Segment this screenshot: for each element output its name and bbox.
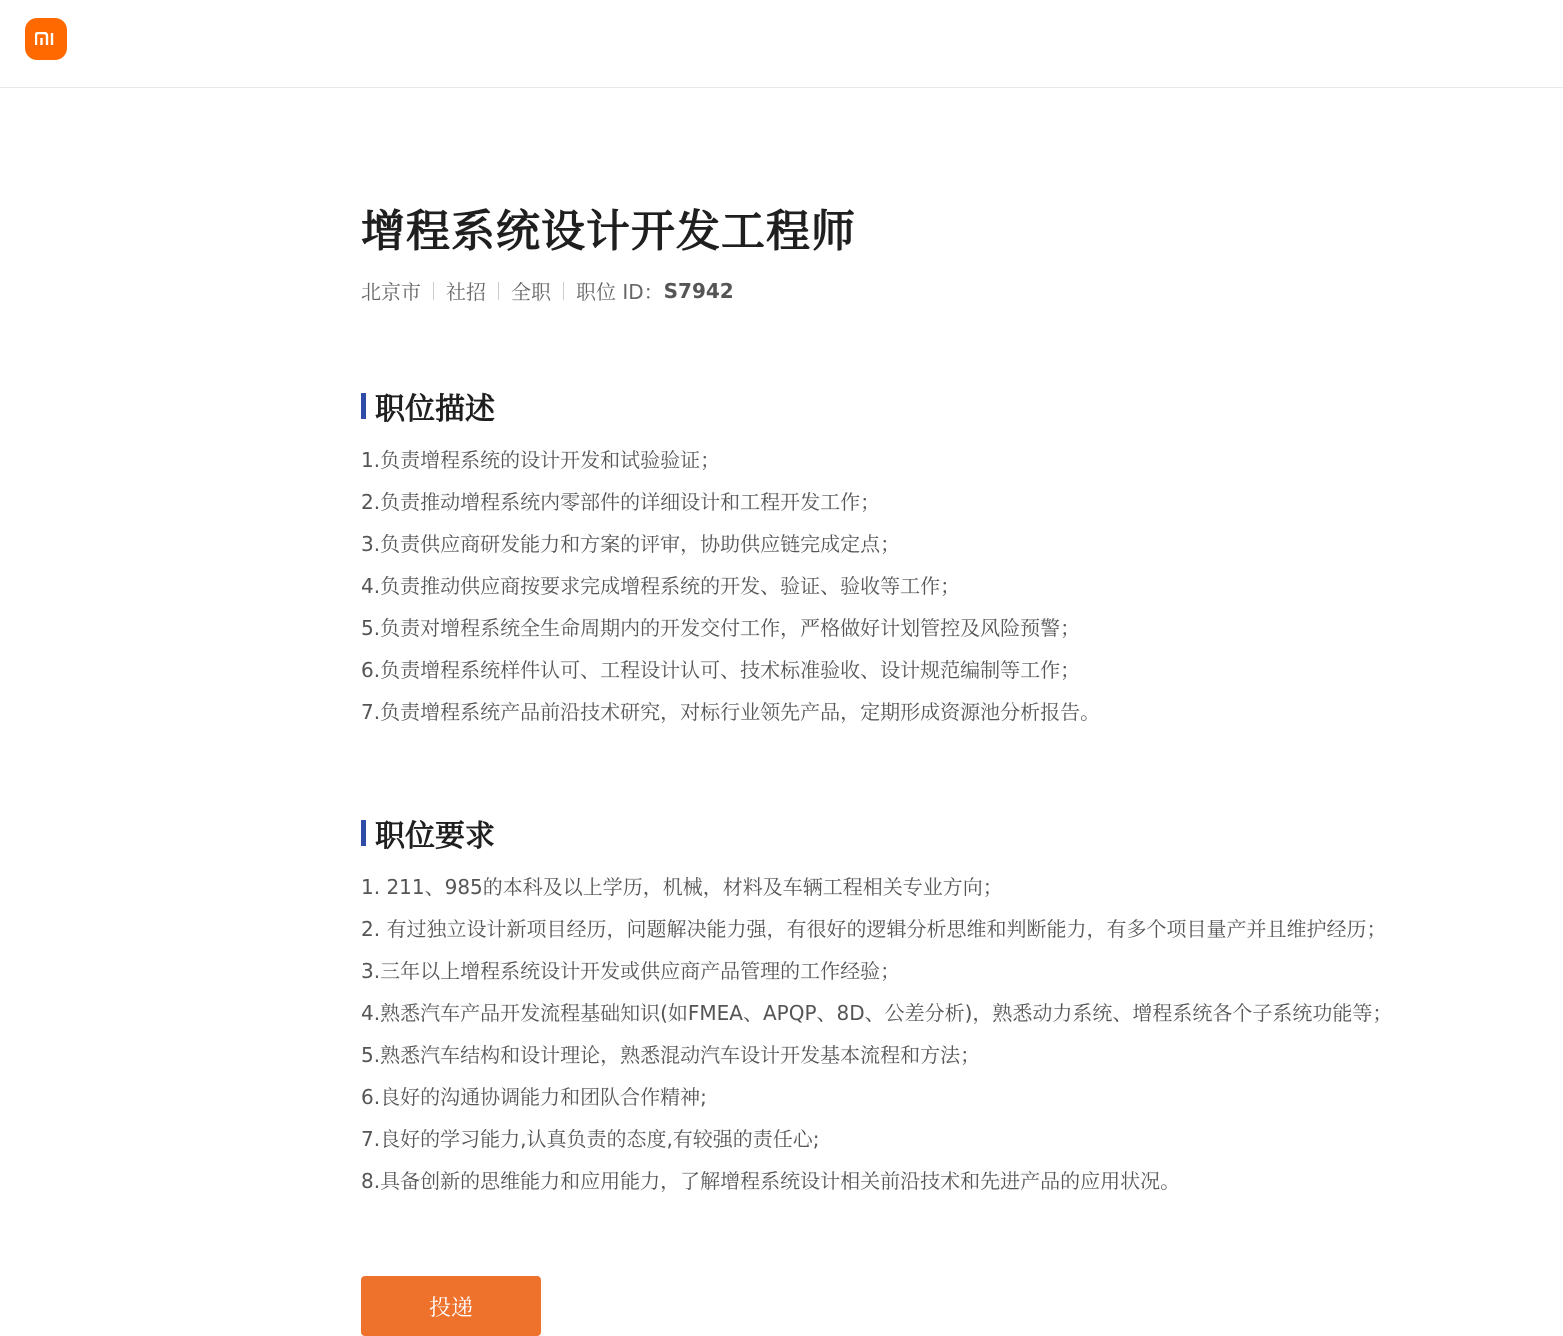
meta-divider: [563, 282, 564, 300]
heading-accent-bar: [361, 820, 366, 846]
list-item: 2.负责推动增程系统内零部件的详细设计和工程开发工作；: [361, 490, 881, 514]
xiaomi-logo-icon[interactable]: [25, 18, 67, 60]
list-item: 1. 211、985的本科及以上学历，机械，材料及车辆工程相关专业方向；: [361, 875, 1003, 899]
list-item: 8.具备创新的思维能力和应用能力，了解增程系统设计相关前沿技术和先进产品的应用状况。: [361, 1169, 1181, 1193]
job-city: 北京市: [361, 280, 421, 304]
list-item: 7.良好的学习能力,认真负责的态度,有较强的责任心;: [361, 1127, 820, 1151]
list-item: 1.负责增程系统的设计开发和试验验证；: [361, 448, 721, 472]
top-bar: [0, 0, 1563, 88]
list-item: 6.良好的沟通协调能力和团队合作精神;: [361, 1085, 707, 1109]
list-item: 2. 有过独立设计新项目经历，问题解决能力强，有很好的逻辑分析思维和判断能力，有多个项目量产并且维护经历；: [361, 917, 1387, 941]
job-id-value: S7942: [663, 278, 734, 303]
list-item: 7.负责增程系统产品前沿技术研究，对标行业领先产品，定期形成资源池分析报告。: [361, 700, 1101, 724]
job-employment: 全职: [511, 280, 551, 304]
list-item: 4.负责推动供应商按要求完成增程系统的开发、验证、验收等工作；: [361, 574, 961, 598]
list-item: 3.负责供应商研发能力和方案的评审，协助供应链完成定点；: [361, 532, 901, 556]
list-item: 5.熟悉汽车结构和设计理论，熟悉混动汽车设计开发基本流程和方法；: [361, 1043, 981, 1067]
mi-logo-glyph: [35, 32, 57, 46]
list-item: 4.熟悉汽车产品开发流程基础知识(如FMEA、APQP、8D、公差分析)，熟悉动力系统、增程系统各个子系统功能等；: [361, 1001, 1393, 1025]
job-meta: [361, 276, 734, 305]
requirements-list: [361, 866, 1392, 1202]
job-id-label: 职位 ID：: [576, 280, 664, 304]
meta-divider: [498, 282, 499, 300]
requirements-heading: [361, 811, 495, 855]
requirements-heading-text: 职位要求: [375, 819, 495, 854]
description-heading-text: 职位描述: [375, 392, 495, 427]
meta-divider: [433, 282, 434, 300]
list-item: 5.负责对增程系统全生命周期内的开发交付工作，严格做好计划管控及风险预警；: [361, 616, 1081, 640]
description-list: [361, 439, 1100, 733]
job-title: 增程系统设计开发工程师: [361, 206, 856, 257]
apply-button[interactable]: 投递: [361, 1276, 541, 1336]
description-heading: [361, 384, 495, 428]
list-item: 6.负责增程系统样件认可、工程设计认可、技术标准验收、设计规范编制等工作；: [361, 658, 1081, 682]
heading-accent-bar: [361, 393, 366, 419]
list-item: 3.三年以上增程系统设计开发或供应商产品管理的工作经验；: [361, 959, 901, 983]
job-recruit-type: 社招: [446, 280, 486, 304]
